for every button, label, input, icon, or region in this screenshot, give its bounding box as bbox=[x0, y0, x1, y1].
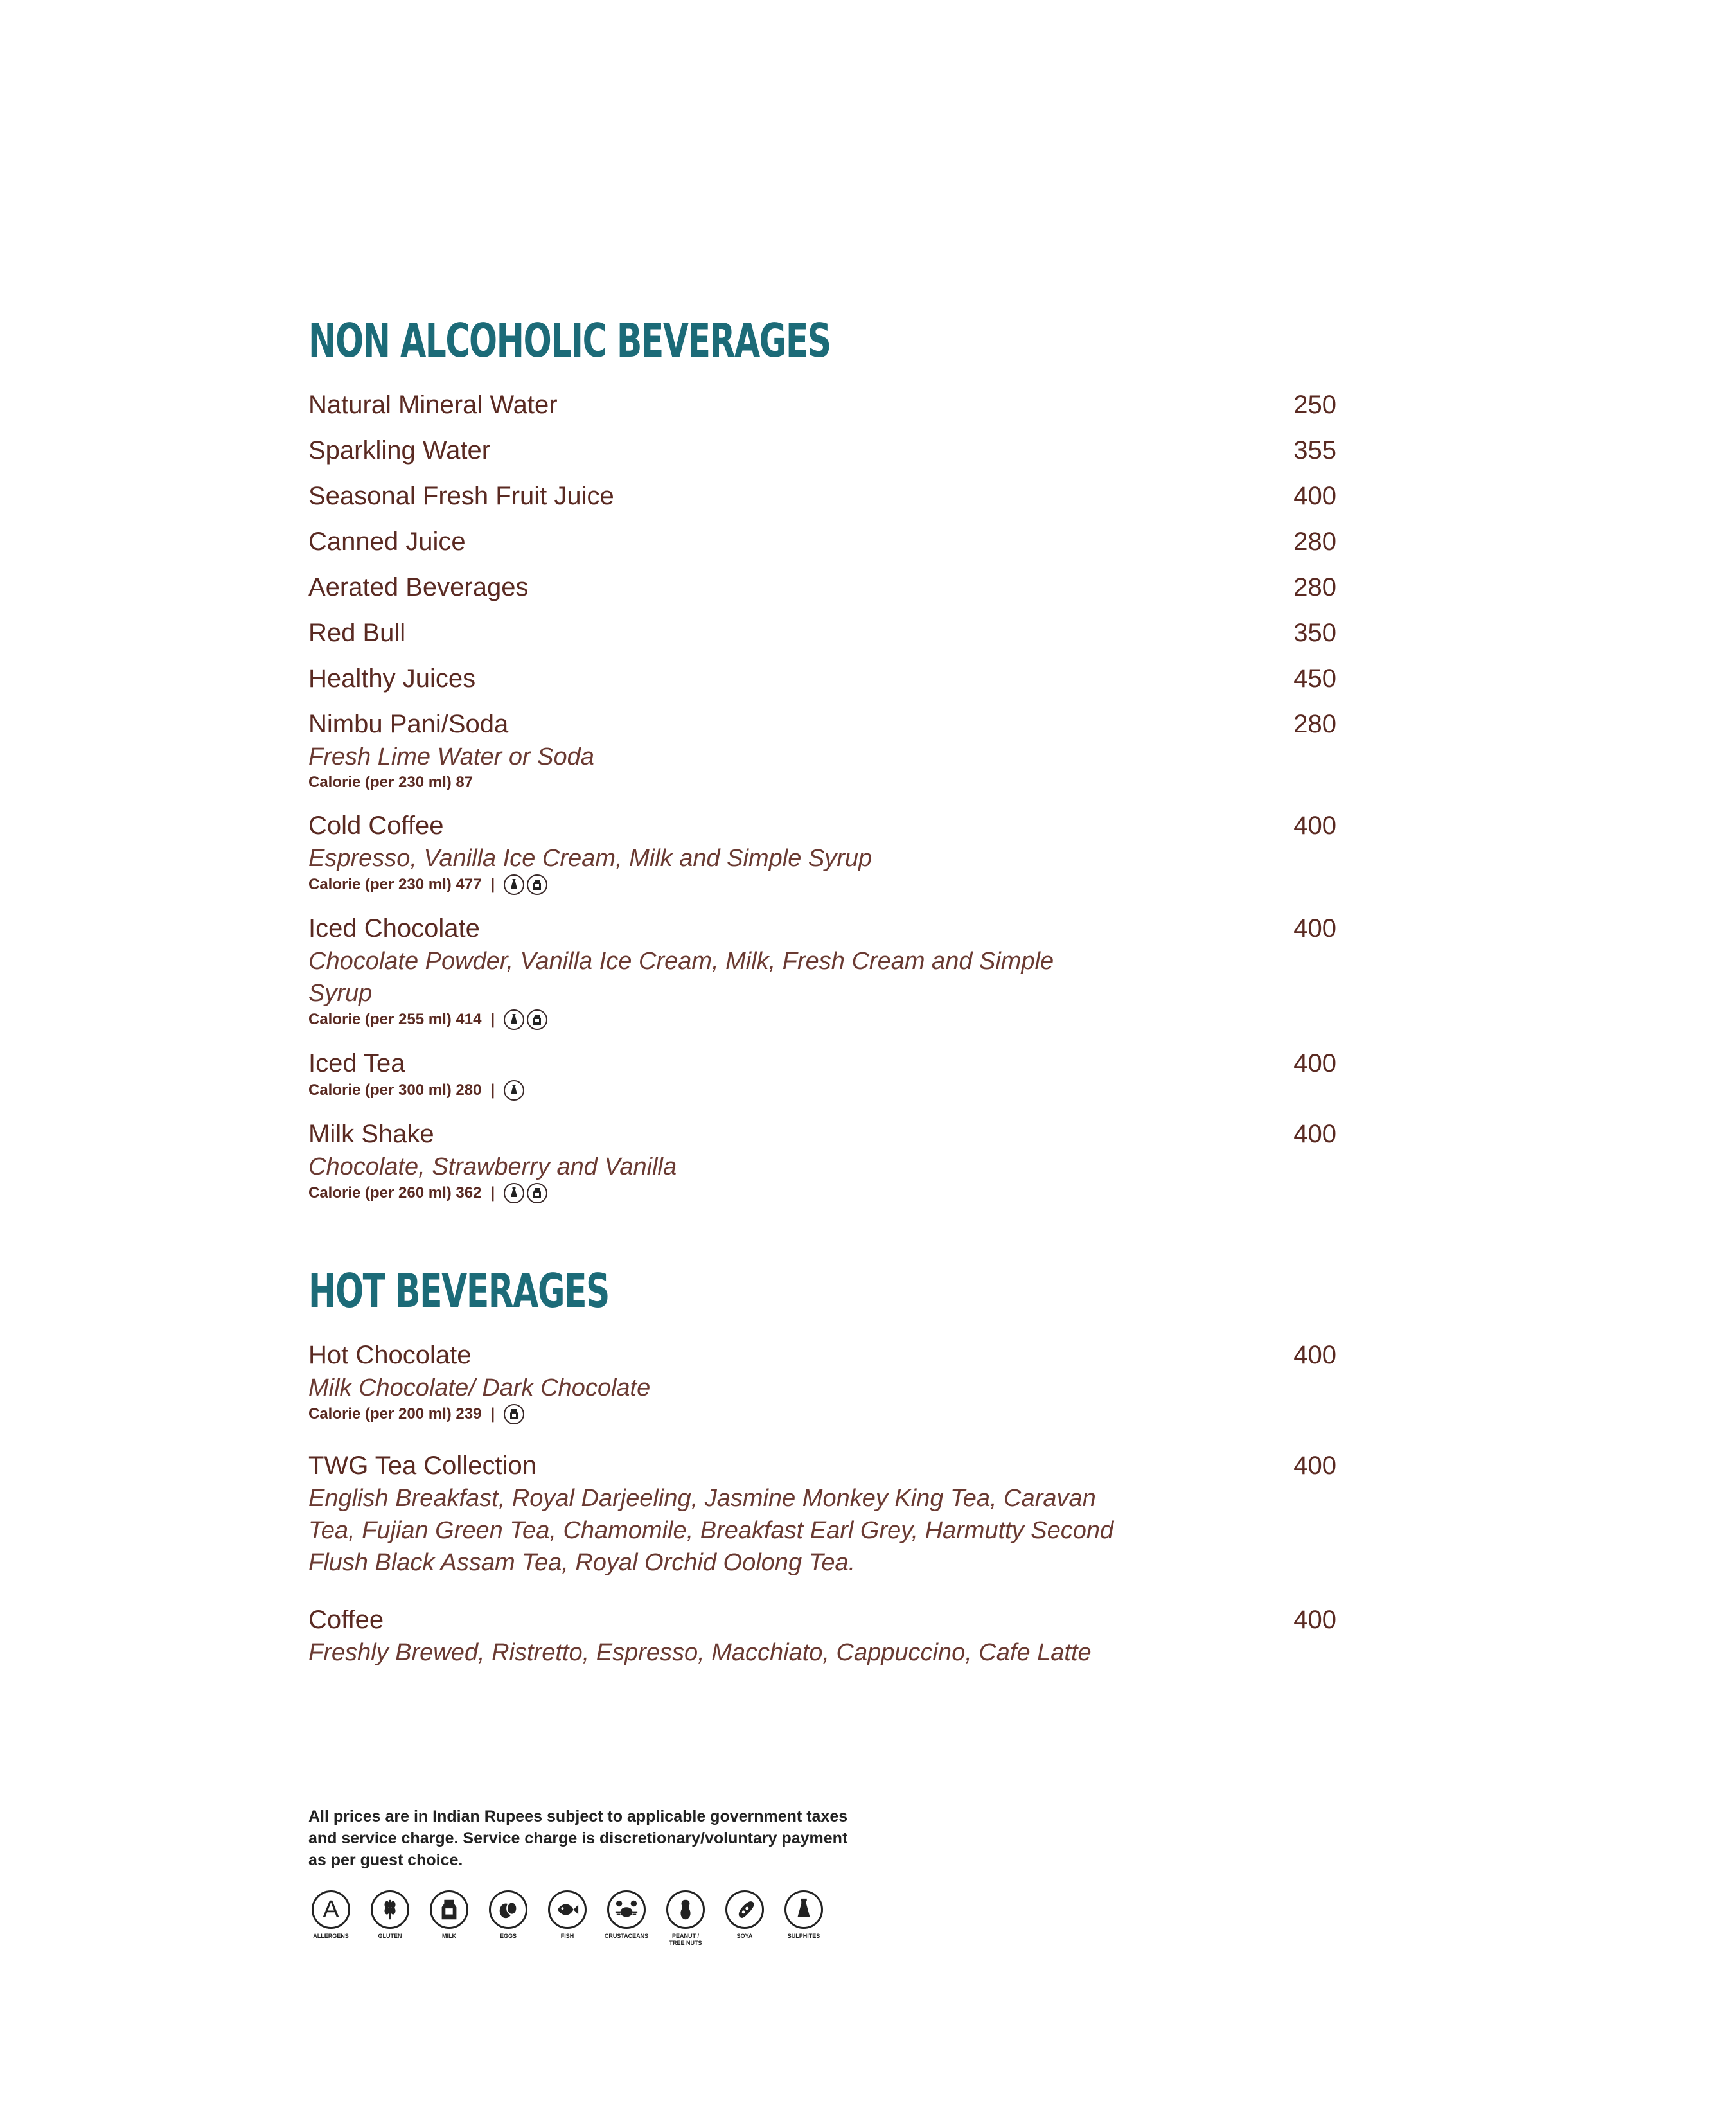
soya-icon bbox=[725, 1890, 764, 1929]
menu-footer bbox=[308, 1806, 887, 1947]
menu-item-row bbox=[308, 434, 1349, 467]
menu-item-row bbox=[308, 1449, 1349, 1482]
separator: | bbox=[490, 1405, 495, 1423]
item-calorie bbox=[308, 1404, 1349, 1424]
legend-label: CRUSTACEANS bbox=[604, 1933, 649, 1939]
menu-item bbox=[308, 662, 1349, 695]
milk-icon bbox=[527, 874, 547, 895]
price-note: All prices are in Indian Rupees subject to applicable government taxes and service charge. Service charge is discretionary/voluntary payment as per guest choice. bbox=[308, 1807, 848, 1869]
milk-icon bbox=[527, 1183, 547, 1203]
allergen-icons bbox=[504, 1080, 524, 1101]
menu-item bbox=[308, 571, 1349, 604]
legend-label: SOYA bbox=[736, 1933, 753, 1939]
menu-item bbox=[308, 434, 1349, 467]
menu-item-row bbox=[308, 388, 1349, 422]
menu-item-row bbox=[308, 616, 1349, 650]
menu-item bbox=[308, 707, 1349, 792]
calorie-text: Calorie (per 255 ml) 414 bbox=[308, 1011, 482, 1028]
legend-item bbox=[427, 1890, 472, 1947]
legend-item bbox=[545, 1890, 590, 1947]
item-price: 400 bbox=[1293, 812, 1336, 840]
section-title: HOT BEVERAGES bbox=[308, 1264, 609, 1318]
menu-item-row bbox=[308, 662, 1349, 695]
legend-item bbox=[663, 1890, 708, 1947]
allergen-icons bbox=[504, 1183, 547, 1203]
separator: | bbox=[490, 1011, 495, 1028]
legend-item bbox=[604, 1890, 649, 1947]
item-name: Hot Chocolate bbox=[308, 1341, 472, 1369]
menu-item bbox=[308, 479, 1349, 513]
item-price: 400 bbox=[1293, 1606, 1336, 1634]
legend-item bbox=[308, 1890, 353, 1947]
menu-item-row bbox=[308, 525, 1349, 558]
item-name: Coffee bbox=[308, 1606, 384, 1634]
item-description: Espresso, Vanilla Ice Cream, Milk and Simple Syrup bbox=[308, 845, 872, 872]
allergen-icons bbox=[504, 1404, 524, 1424]
sulphites-icon bbox=[504, 1080, 524, 1101]
legend-label: FISH bbox=[560, 1933, 574, 1939]
item-price: 450 bbox=[1293, 664, 1336, 693]
item-name: TWG Tea Collection bbox=[308, 1451, 536, 1480]
legend-item bbox=[781, 1890, 826, 1947]
menu-item-row bbox=[308, 479, 1349, 513]
legend-item bbox=[722, 1890, 767, 1947]
item-name: Iced Chocolate bbox=[308, 914, 480, 943]
milk-icon bbox=[527, 1009, 547, 1030]
legend-label: MILK bbox=[442, 1933, 456, 1939]
item-price: 280 bbox=[1293, 573, 1336, 601]
fish-icon bbox=[548, 1890, 587, 1929]
item-calorie bbox=[308, 874, 1349, 895]
calorie-text: Calorie (per 230 ml) 87 bbox=[308, 774, 474, 791]
item-name: Natural Mineral Water bbox=[308, 391, 558, 419]
item-price: 400 bbox=[1293, 1049, 1336, 1078]
sulphites-icon bbox=[784, 1890, 823, 1929]
sulphites-icon bbox=[504, 1183, 524, 1203]
legend-label: SULPHITES bbox=[787, 1933, 820, 1939]
item-description: Freshly Brewed, Ristretto, Espresso, Macchiato, Cappuccino, Cafe Latte bbox=[308, 1639, 1092, 1666]
item-description: English Breakfast, Royal Darjeeling, Jasmine Monkey King Tea, Caravan Tea, Fujian Green Tea, Chamomile, Breakfast Earl Grey, Harmutty Second Flush Black Assam Tea, Royal Orchid Oolong Tea. bbox=[308, 1485, 1114, 1576]
calorie-text: Calorie (per 200 ml) 239 bbox=[308, 1405, 482, 1423]
calorie-text: Calorie (per 300 ml) 280 bbox=[308, 1081, 482, 1099]
item-name: Healthy Juices bbox=[308, 664, 476, 693]
menu-item-row bbox=[308, 707, 1349, 741]
milk-icon bbox=[504, 1404, 524, 1424]
eggs-icon bbox=[489, 1890, 527, 1929]
legend-label: PEANUT / TREE NUTS bbox=[669, 1933, 702, 1946]
item-calorie bbox=[308, 1009, 1349, 1030]
calorie-text: Calorie (per 230 ml) 477 bbox=[308, 876, 482, 893]
legend-item bbox=[486, 1890, 531, 1947]
menu-item-row bbox=[308, 1117, 1349, 1151]
item-description: Fresh Lime Water or Soda bbox=[308, 743, 594, 770]
milk-icon bbox=[430, 1890, 468, 1929]
item-description: Milk Chocolate/ Dark Chocolate bbox=[308, 1374, 651, 1401]
allergen-icons bbox=[504, 874, 547, 895]
item-name: Canned Juice bbox=[308, 528, 466, 556]
menu-item bbox=[308, 1117, 1349, 1203]
item-price: 400 bbox=[1293, 1341, 1336, 1369]
menu-item-row bbox=[308, 1603, 1349, 1637]
menu-item-row bbox=[308, 809, 1349, 842]
menu-item-row bbox=[308, 571, 1349, 604]
menu-item bbox=[308, 388, 1349, 422]
gluten-icon bbox=[371, 1890, 409, 1929]
item-name: Milk Shake bbox=[308, 1120, 434, 1148]
menu-item bbox=[308, 912, 1349, 1030]
item-price: 400 bbox=[1293, 914, 1336, 943]
menu-item bbox=[308, 616, 1349, 650]
separator: | bbox=[490, 1184, 495, 1202]
menu-item bbox=[308, 525, 1349, 558]
item-name: Iced Tea bbox=[308, 1049, 405, 1078]
item-description: Chocolate Powder, Vanilla Ice Cream, Milk, Fresh Cream and Simple Syrup bbox=[308, 948, 1054, 1007]
item-price: 250 bbox=[1293, 391, 1336, 419]
item-name: Red Bull bbox=[308, 619, 406, 647]
item-name: Seasonal Fresh Fruit Juice bbox=[308, 482, 614, 510]
section-title: NON ALCOHOLIC BEVERAGES bbox=[308, 314, 831, 368]
menu-section bbox=[308, 315, 1349, 1203]
item-price: 355 bbox=[1293, 436, 1336, 465]
sulphites-icon bbox=[504, 874, 524, 895]
item-name: Aerated Beverages bbox=[308, 573, 529, 601]
menu-item bbox=[308, 1047, 1349, 1101]
menu-item bbox=[308, 1603, 1349, 1669]
separator: | bbox=[490, 876, 495, 893]
item-price: 280 bbox=[1293, 710, 1336, 738]
legend-label: ALLERGENS bbox=[313, 1933, 349, 1939]
menu-page bbox=[308, 315, 1349, 1693]
item-price: 350 bbox=[1293, 619, 1336, 647]
item-description: Chocolate, Strawberry and Vanilla bbox=[308, 1153, 677, 1180]
allergens-icon bbox=[312, 1890, 350, 1929]
menu-section bbox=[308, 1265, 1349, 1669]
menu-item bbox=[308, 809, 1349, 895]
peanut-icon bbox=[666, 1890, 705, 1929]
item-price: 400 bbox=[1293, 1451, 1336, 1480]
menu-item-row bbox=[308, 1338, 1349, 1372]
item-calorie bbox=[308, 773, 1349, 792]
separator: | bbox=[490, 1081, 495, 1099]
item-calorie bbox=[308, 1183, 1349, 1203]
allergens-glyph: A bbox=[323, 1895, 339, 1923]
allergen-icons bbox=[504, 1009, 547, 1030]
item-name: Sparkling Water bbox=[308, 436, 491, 465]
item-calorie bbox=[308, 1080, 1349, 1101]
item-name: Nimbu Pani/Soda bbox=[308, 710, 509, 738]
legend-label: GLUTEN bbox=[378, 1933, 402, 1939]
legend-item bbox=[368, 1890, 412, 1947]
item-price: 400 bbox=[1293, 1120, 1336, 1148]
calorie-text: Calorie (per 260 ml) 362 bbox=[308, 1184, 482, 1202]
item-name: Cold Coffee bbox=[308, 812, 444, 840]
legend-label: EGGS bbox=[499, 1933, 517, 1939]
menu-item bbox=[308, 1449, 1349, 1579]
sulphites-icon bbox=[504, 1009, 524, 1030]
item-price: 400 bbox=[1293, 482, 1336, 510]
item-price: 280 bbox=[1293, 528, 1336, 556]
menu-item-row bbox=[308, 912, 1349, 945]
allergen-legend bbox=[308, 1890, 887, 1947]
menu-item bbox=[308, 1338, 1349, 1424]
menu-item-row bbox=[308, 1047, 1349, 1080]
crustaceans-icon bbox=[607, 1890, 646, 1929]
